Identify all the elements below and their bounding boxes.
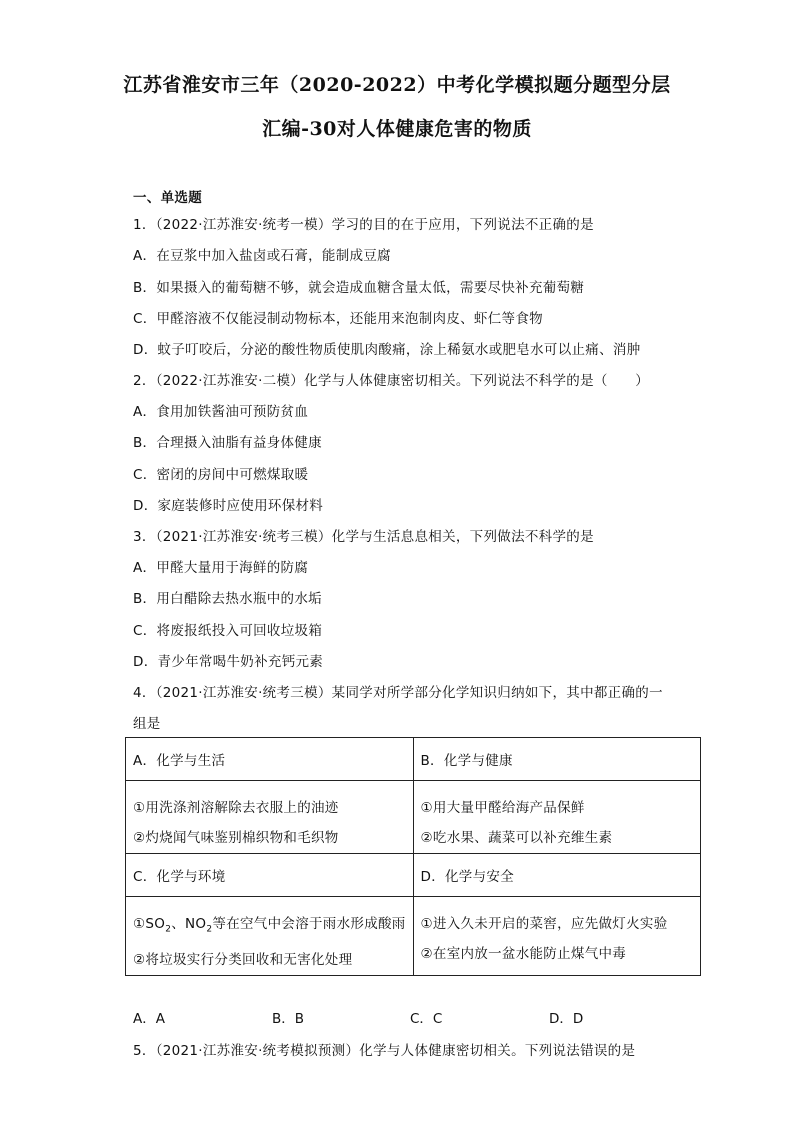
formula-no: 、NO bbox=[171, 916, 207, 932]
question-2-option-c: C．密闭的房间中可燃煤取暖 bbox=[133, 467, 309, 483]
question-3-option-d: D．青少年常喝牛奶补充钙元素 bbox=[133, 654, 324, 670]
question-4-stem-line1: 4．（2021·江苏淮安·统考三模）某同学对所学部分化学知识归纳如下，其中都正确的一 bbox=[133, 685, 663, 701]
question-4-table bbox=[125, 737, 701, 976]
table-cell-a-head: A．化学与生活 bbox=[126, 738, 414, 781]
question-3-option-c: C．将废报纸投入可回收垃圾箱 bbox=[133, 623, 323, 639]
question-1-option-a: A．在豆浆中加入盐卤或石膏，能制成豆腐 bbox=[133, 248, 391, 264]
question-4-answer-options bbox=[133, 1007, 653, 1025]
answer-option-a: A．A bbox=[133, 1011, 165, 1027]
subscript-2: 2 bbox=[165, 924, 172, 935]
question-2-stem: 2．（2022·江苏淮安·二模）化学与人体健康密切相关。下列说法不科学的是（ ） bbox=[133, 373, 650, 389]
question-1-option-b: B．如果摄入的葡萄糖不够，就会造成血糖含量太低，需要尽快补充葡萄糖 bbox=[133, 280, 585, 296]
question-2-option-d: D．家庭装修时应使用环保材料 bbox=[133, 498, 324, 514]
table-d-item-2: ②在室内放一盆水能防止煤气中毒 bbox=[420, 946, 627, 962]
table-b-item-2: ②吃水果、蔬菜可以补充维生素 bbox=[420, 830, 613, 846]
section-heading: 一、单选题 bbox=[133, 190, 202, 206]
question-2-option-b: B．合理摄入油脂有益身体健康 bbox=[133, 435, 322, 451]
answer-option-d: D．D bbox=[549, 1011, 584, 1027]
table-b-item-1: ①用大量甲醛给海产品保鲜 bbox=[420, 800, 585, 816]
table-c-item-1 bbox=[133, 909, 413, 945]
question-4-stem-line2: 组是 bbox=[133, 716, 161, 732]
table-a-item-2: ②灼烧闻气味鉴别棉织物和毛织物 bbox=[133, 830, 339, 846]
table-a-item-1: ①用洗涤剂溶解除去衣服上的油迹 bbox=[133, 800, 339, 816]
table-d-item-1: ①进入久未开启的菜窖，应先做灯火实验 bbox=[420, 916, 668, 932]
table-cell-d-head: D．化学与安全 bbox=[413, 854, 701, 897]
question-5-stem: 5．（2021·江苏淮安·统考模拟预测）化学与人体健康密切相关。下列说法错误的是 bbox=[133, 1043, 636, 1059]
table-cell-c-body bbox=[126, 897, 414, 976]
question-3-stem: 3．（2021·江苏淮安·统考三模）化学与生活息息相关，下列做法不科学的是 bbox=[133, 529, 594, 545]
table-cell-a-body bbox=[126, 781, 414, 854]
question-1-option-c: C．甲醛溶液不仅能浸制动物标本，还能用来泡制肉皮、虾仁等食物 bbox=[133, 311, 543, 327]
question-1-option-d: D．蚊子叮咬后，分泌的酸性物质使肌肉酸痛，涂上稀氨水或肥皂水可以止痛、消肿 bbox=[133, 342, 641, 358]
table-cell-d-body bbox=[413, 897, 701, 976]
table-c-item-1-text: 等在空气中会溶于雨水形成酸雨 bbox=[212, 916, 406, 932]
question-1-stem: 1．（2022·江苏淮安·统考一模）学习的目的在于应用，下列说法不正确的是 bbox=[133, 217, 594, 233]
document-title-line2: 汇编-30对人体健康危害的物质 bbox=[262, 118, 532, 140]
question-3-option-b: B．用白醋除去热水瓶中的水垢 bbox=[133, 591, 322, 607]
question-3-option-a: A．甲醛大量用于海鲜的防腐 bbox=[133, 560, 309, 576]
answer-option-c: C．C bbox=[410, 1011, 443, 1027]
table-cell-c-head: C．化学与环境 bbox=[126, 854, 414, 897]
formula-so: ①SO bbox=[133, 916, 166, 932]
table-cell-b-body bbox=[413, 781, 701, 854]
subscript-2: 2 bbox=[206, 924, 213, 935]
question-2-option-a: A．食用加铁酱油可预防贫血 bbox=[133, 404, 309, 420]
table-cell-b-head: B．化学与健康 bbox=[413, 738, 701, 781]
table-c-item-2: ②将垃圾实行分类回收和无害化处理 bbox=[133, 951, 353, 968]
document-title-line1: 江苏省淮安市三年（2020-2022）中考化学模拟题分题型分层 bbox=[123, 74, 671, 96]
answer-option-b: B．B bbox=[272, 1011, 305, 1027]
